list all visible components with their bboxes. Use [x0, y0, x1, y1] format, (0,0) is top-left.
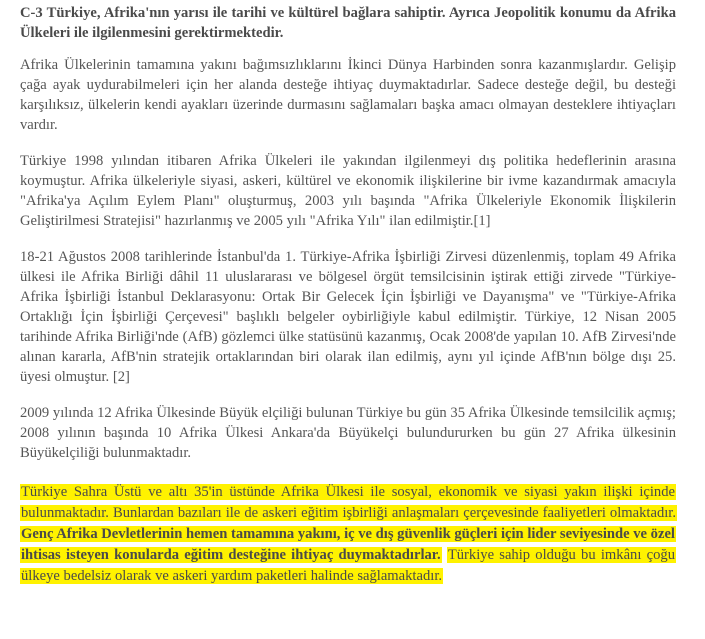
paragraph-summit-2008: 18-21 Ağustos 2008 tarihlerinde İstanbul'da 1. Türkiye-Afrika İşbirliği Zirvesi düzenlenmiş, toplam 49 Afrika ülkesi ile Afrika Birliği dâhil 11 uluslararası ve bölgesel örgüt temsilcisinin iştirak ettiği zirvede "Türkiye-Afrika İşbirliği İstanbul Deklarasyonu: Ortak Bir Gelecek İçin İşbirliği ve Dayanışma" ve "Türkiye-Afrika Ortaklığı İçin İşbirliği Çerçevesi" başlıklı belgeler oybirliğiyle kabul edilmiştir. Türkiye, 12 Nisan 2005 tarihinde Afrika Birliği'nde (AfB) gözlemci ülke statüsünü kazanmış, Ocak 2008'de yapılan 10. AfB Zirvesi'nde alınan kararla, AfB'nin stratejik ortaklarından biri olarak ilan edilmiş, aynı yıl içinde AfB'nın bölge dışı 25. üyesi olmuştur. [2]: [20, 249, 676, 385]
paragraph-embassies: 2009 yılında 12 Afrika Ülkesinde Büyük elçiliği bulunan Türkiye bu gün 35 Afrika Ülkesinde temsilcilik açmış; 2008 yılının başında 10 Afrika Ülkesi Ankara'da Büyükelçi bulundururken bu gün 27 Afrika ülkesinin Büyükelçiliği bulunmaktadır.: [20, 405, 676, 461]
paragraph-policy-1998: Türkiye 1998 yılından itibaren Afrika Ülkeleri ile yakından ilgilenmeyi dış politika hedeflerinin arasına koymuştur. Afrika ülkeleriyle siyasi, askeri, kültürel ve ekonomik ilişkilerine bir ivme kazandırmak amacıyla "Afrika'ya Açılım Eylem Planı" oluşturmuş, 2003 yılı başında "Afrika Ülkeleriyle Ekonomik İlişkilerin Geliştirilmesi Stratejisi" hazırlanmış ve 2005 yılı "Afrika Yılı" ilan edilmiştir.[1]: [20, 153, 676, 229]
document-body: [20, 0, 676, 587]
highlight-sentence-relations: Türkiye Sahra Üstü ve altı 35'in üstünde Afrika Ülkesi ile sosyal, ekonomik ve siyasi yakın ilişki içinde bulunmaktadır. Bunlardan bazıları ile de askeri eğitim işbirliği anlaşmaları çerçevesinde faaliyetleri olmaktadır.: [21, 484, 676, 521]
highlight-sentence-training-needs: Genç Afrika Devletlerinin hemen tamamına yakını, iç ve dış güvenlik güçleri için lider seviyesinde ve özel ihtisas isteyen konularda eğitim desteğine ihtiyaç duymaktadırlar.: [21, 526, 675, 563]
paragraph-independence: Afrika Ülkelerinin tamamına yakını bağımsızlıklarını İkinci Dünya Harbinden sonra kazanmışlardır. Gelişip çağa ayak uydurabilmeleri için her alanda desteğe ihtiyaç duymaktadırlar. Sadece desteğe değil, bu desteği karşılıksız, ülkelerin kendi ayakları üzerinde durmasını sağlamaları başka amacı olmayan desteklere ihtiyaçları vardır.: [20, 57, 676, 133]
highlighted-paragraph: [20, 482, 676, 587]
highlight-sentence-aid: Türkiye sahip olduğu bu imkânı çoğu ülkeye bedelsiz olarak ve askeri yardım paketleri halinde sağlamaktadır.: [21, 547, 676, 584]
section-heading: C-3 Türkiye, Afrika'nın yarısı ile tarihi ve kültürel bağlara sahiptir. Ayrıca Jeopolitik konumu da Afrika Ülkeleri ile ilgilenmesini gerektirmektedir.: [20, 5, 676, 41]
